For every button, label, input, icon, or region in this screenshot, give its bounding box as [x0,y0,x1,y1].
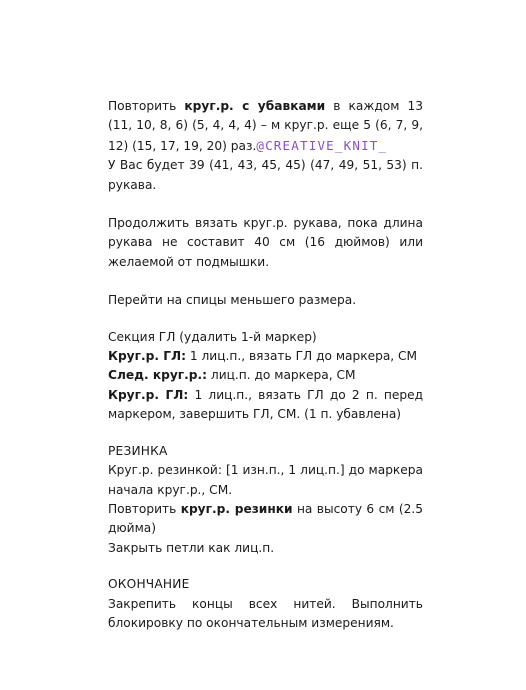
gl-row-1 [108,347,423,366]
gl-row-2-label: След. круг.р.: [108,368,208,383]
rib-line-2-text-1: Повторить [108,501,181,516]
gl-row-2 [108,366,423,385]
repeat-bold-term: круг.р. с убавками [184,99,326,113]
switch-needles-line: Перейти на спицы меньшего размера. [108,293,357,308]
repeat-text-2: в каждом 13 (11, 10, 8, 6) (5, 4, 4, 4) – м круг.р. еще 5 (6, 7, 9, 12) (15, 17, 19, 20) раз. [108,99,423,153]
rib-line-3: Закрыть петли как лиц.п. [108,540,275,555]
gl-row-3-text: 1 лиц.п., вязать ГЛ до 2 п. перед маркером, завершить ГЛ, СМ. (1 п. убавлена) [108,387,423,422]
gl-row-3-label: Круг.р. ГЛ: [108,387,189,402]
rib-line-2-bold: круг.р. резинки [180,501,293,516]
gl-row-1-text: 1 лиц.п., вязать ГЛ до маркера, СМ [186,349,418,364]
rib-section-title: РЕЗИНКА [108,443,168,458]
result-stitch-count: У Вас будет 39 (41, 43, 45, 45) (47, 49, 51, 53) п. рукава. [108,158,423,192]
repeat-text-1: Повторить [108,99,185,113]
finish-line-1: Закрепить концы всех нитей. Выполнить блокировку по окончательным измерениям. [108,596,423,630]
gl-row-1-label: Круг.р. ГЛ: [108,349,186,364]
rib-line-2-text-2: на высоту 6 см (2.5 дюйма) [108,501,423,536]
gl-section-title: Секция ГЛ (удалить 1-й маркер) [108,329,317,344]
finish-section-title: ОКОНЧАНИЕ [108,577,190,592]
pattern-page [108,97,423,633]
rib-line-1: Круг.р. резинкой: [1 изн.п., 1 лиц.п.] до маркера начала круг.р., СМ. [108,463,423,497]
gl-row-3 [108,386,423,425]
rib-line-2 [108,500,423,539]
repeat-decrease-paragraph [108,97,423,156]
watermark: @CREATIVE_KNIT_ [256,137,388,153]
continue-sleeve-paragraph: Продолжить вязать круг.р. рукава, пока длина рукава не составит 40 см (16 дюймов) или желаемой от подмышки. [108,216,423,269]
gl-row-2-text: лиц.п. до маркера, СМ [207,368,356,383]
